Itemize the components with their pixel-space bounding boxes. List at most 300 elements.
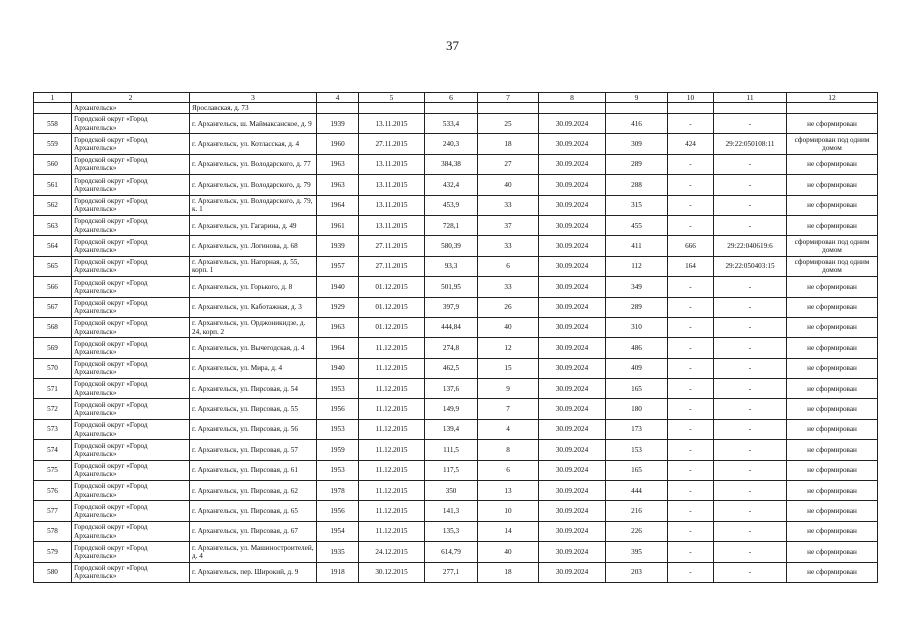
cell-col9: 173 bbox=[606, 419, 668, 439]
cell-number: 578 bbox=[34, 521, 72, 541]
cell-date: 11.12.2015 bbox=[359, 379, 425, 399]
cell-owner: Городской округ «Город Архангельск» bbox=[72, 195, 190, 215]
cell-status: не сформирован bbox=[787, 542, 878, 562]
table-row bbox=[34, 338, 878, 358]
cell-date: 11.12.2015 bbox=[359, 460, 425, 480]
cell-date: 13.11.2015 bbox=[359, 154, 425, 174]
cell-cadastral-number: - bbox=[714, 419, 787, 439]
cell-status: не сформирован bbox=[787, 215, 878, 235]
table-row bbox=[34, 215, 878, 235]
table-row bbox=[34, 542, 878, 562]
cell-owner: Городской округ «Город Архангельск» bbox=[72, 562, 190, 582]
cell-number: 563 bbox=[34, 215, 72, 235]
cell-year: 1935 bbox=[317, 542, 359, 562]
cell-status: не сформирован bbox=[787, 460, 878, 480]
table-row bbox=[34, 460, 878, 480]
cell-residents: 4 bbox=[478, 419, 539, 439]
cell-residents: 40 bbox=[478, 542, 539, 562]
cell-number: 566 bbox=[34, 277, 72, 297]
cell-cadastral-number: - bbox=[714, 114, 787, 134]
cell-date: 27.11.2015 bbox=[359, 236, 425, 256]
cell-address: г. Архангельск, ул. Пирсовая, д. 61 bbox=[190, 460, 317, 480]
cell-year: 1956 bbox=[317, 399, 359, 419]
cell-status: не сформирован bbox=[787, 399, 878, 419]
cell-col10: - bbox=[668, 399, 714, 419]
cell-address: г. Архангельск, ул. Пирсовая, д. 55 bbox=[190, 399, 317, 419]
cell-residents: 27 bbox=[478, 154, 539, 174]
cell-date: 11.12.2015 bbox=[359, 481, 425, 501]
cell-deadline: 30.09.2024 bbox=[539, 521, 606, 541]
cell-cadastral-number: 29:22:040619:6 bbox=[714, 236, 787, 256]
cell-col10: - bbox=[668, 521, 714, 541]
cell-address: г. Архангельск, ул. Котласская, д. 4 bbox=[190, 134, 317, 154]
cell-cadastral-number: - bbox=[714, 175, 787, 195]
cell-status: не сформирован bbox=[787, 419, 878, 439]
cell-col10: - bbox=[668, 175, 714, 195]
cell-number: 565 bbox=[34, 256, 72, 276]
cell-area: 350 bbox=[425, 481, 478, 501]
cell-owner: Городской округ «Город Архангельск» bbox=[72, 256, 190, 276]
cell-address: г. Архангельск, ул. Мира, д. 4 bbox=[190, 358, 317, 378]
cell-deadline: 30.09.2024 bbox=[539, 297, 606, 317]
cell-residents: 8 bbox=[478, 440, 539, 460]
column-header: 6 bbox=[425, 93, 478, 103]
cell-cadastral-number: 29:22:050108:11 bbox=[714, 134, 787, 154]
cell-owner: Городской округ «Город Архангельск» bbox=[72, 317, 190, 337]
cell-col10: - bbox=[668, 501, 714, 521]
cell-status: не сформирован bbox=[787, 297, 878, 317]
cell-residents: 33 bbox=[478, 236, 539, 256]
cell-owner: Городской округ «Город Архангельск» bbox=[72, 114, 190, 134]
cell-col10: - bbox=[668, 338, 714, 358]
cell-owner: Городской округ «Город Архангельск» bbox=[72, 399, 190, 419]
cell-year: 1954 bbox=[317, 521, 359, 541]
cell-col9: 165 bbox=[606, 460, 668, 480]
table-row bbox=[34, 440, 878, 460]
table-row bbox=[34, 562, 878, 582]
cell-col10: - bbox=[668, 460, 714, 480]
cell-owner: Городской округ «Город Архангельск» bbox=[72, 236, 190, 256]
cell-residents: 18 bbox=[478, 134, 539, 154]
cell-area: 117,5 bbox=[425, 460, 478, 480]
cell-col9: 180 bbox=[606, 399, 668, 419]
cell-year: 1939 bbox=[317, 114, 359, 134]
cell-owner: Городской округ «Город Архангельск» bbox=[72, 419, 190, 439]
table-row bbox=[34, 317, 878, 337]
cell-area: 274,8 bbox=[425, 338, 478, 358]
cell-residents: 14 bbox=[478, 521, 539, 541]
cell-col9: 315 bbox=[606, 195, 668, 215]
cell-col9: 288 bbox=[606, 175, 668, 195]
cell-cadastral-number: - bbox=[714, 195, 787, 215]
cell-residents: 33 bbox=[478, 277, 539, 297]
cell-deadline: 30.09.2024 bbox=[539, 542, 606, 562]
cell-date: 27.11.2015 bbox=[359, 256, 425, 276]
cell-year: 1959 bbox=[317, 440, 359, 460]
cell-col9: 203 bbox=[606, 562, 668, 582]
cell-cadastral-number: - bbox=[714, 277, 787, 297]
cell-deadline: 30.09.2024 bbox=[539, 501, 606, 521]
continuation-row bbox=[34, 103, 878, 114]
cell-number: 561 bbox=[34, 175, 72, 195]
table-row bbox=[34, 521, 878, 541]
cell-date: 11.12.2015 bbox=[359, 521, 425, 541]
cell-address: г. Архангельск, ул. Пирсовая, д. 57 bbox=[190, 440, 317, 460]
cell-owner: Городской округ «Город Архангельск» bbox=[72, 501, 190, 521]
cell-cadastral-number: - bbox=[714, 297, 787, 317]
cell-year: 1964 bbox=[317, 195, 359, 215]
cell-owner: Городской округ «Город Архангельск» bbox=[72, 215, 190, 235]
cell-residents: 6 bbox=[478, 460, 539, 480]
cell-col9: 216 bbox=[606, 501, 668, 521]
cell-number: 580 bbox=[34, 562, 72, 582]
cell-address: г. Архангельск, ул. Володарского, д. 79, к. 1 bbox=[190, 195, 317, 215]
cell-area: 141,3 bbox=[425, 501, 478, 521]
cell-col10: - bbox=[668, 114, 714, 134]
cell-date: 01.12.2015 bbox=[359, 317, 425, 337]
cell-status: не сформирован bbox=[787, 317, 878, 337]
cell-col9: 153 bbox=[606, 440, 668, 460]
cell-col9: 395 bbox=[606, 542, 668, 562]
cell-deadline: 30.09.2024 bbox=[539, 175, 606, 195]
cell-number: 569 bbox=[34, 338, 72, 358]
cell-deadline: 30.09.2024 bbox=[539, 358, 606, 378]
cell-col10: - bbox=[668, 215, 714, 235]
cell-deadline: 30.09.2024 bbox=[539, 236, 606, 256]
cell-address: г. Архангельск, ул. Гагарина, д. 49 bbox=[190, 215, 317, 235]
cell-cadastral-number: - bbox=[714, 521, 787, 541]
cell-empty bbox=[668, 103, 714, 114]
cell-cadastral-number: - bbox=[714, 562, 787, 582]
cell-date: 11.12.2015 bbox=[359, 399, 425, 419]
cell-empty bbox=[787, 103, 878, 114]
cell-col9: 416 bbox=[606, 114, 668, 134]
cell-deadline: 30.09.2024 bbox=[539, 399, 606, 419]
table-row bbox=[34, 175, 878, 195]
cell-cadastral-number: - bbox=[714, 501, 787, 521]
cell-address: г. Архангельск, ул. Пирсовая, д. 56 bbox=[190, 419, 317, 439]
cell-address: г. Архангельск, ул. Логинова, д. 68 bbox=[190, 236, 317, 256]
cell-cadastral-number: - bbox=[714, 481, 787, 501]
cell-address: г. Архангельск, ул. Орджоникидзе, д. 24, корп. 2 bbox=[190, 317, 317, 337]
cell-area: 137,6 bbox=[425, 379, 478, 399]
cell-owner: Городской округ «Город Архангельск» bbox=[72, 358, 190, 378]
cell-area: 432,4 bbox=[425, 175, 478, 195]
cell-empty bbox=[714, 103, 787, 114]
cell-deadline: 30.09.2024 bbox=[539, 114, 606, 134]
cell-cadastral-number: - bbox=[714, 440, 787, 460]
cell-col10: - bbox=[668, 277, 714, 297]
cell-date: 27.11.2015 bbox=[359, 134, 425, 154]
cell-owner: Городской округ «Город Архангельск» bbox=[72, 297, 190, 317]
cell-empty bbox=[478, 103, 539, 114]
cell-col9: 444 bbox=[606, 481, 668, 501]
cell-empty bbox=[606, 103, 668, 114]
column-header: 12 bbox=[787, 93, 878, 103]
cell-owner: Городской округ «Город Архангельск» bbox=[72, 134, 190, 154]
column-header: 8 bbox=[539, 93, 606, 103]
cell-cadastral-number: - bbox=[714, 379, 787, 399]
cell-date: 13.11.2015 bbox=[359, 175, 425, 195]
cell-cadastral-number: - bbox=[714, 154, 787, 174]
cell-status: не сформирован bbox=[787, 154, 878, 174]
cell-year: 1964 bbox=[317, 338, 359, 358]
column-header: 5 bbox=[359, 93, 425, 103]
cell-status: не сформирован bbox=[787, 481, 878, 501]
cell-status: не сформирован bbox=[787, 562, 878, 582]
cell-col9: 112 bbox=[606, 256, 668, 276]
cell-cadastral-number: - bbox=[714, 460, 787, 480]
cell-residents: 6 bbox=[478, 256, 539, 276]
cell-date: 01.12.2015 bbox=[359, 277, 425, 297]
cell-address: г. Архангельск, пер. Широкий, д. 9 bbox=[190, 562, 317, 582]
cell-col9: 349 bbox=[606, 277, 668, 297]
cell-owner: Городской округ «Город Архангельск» bbox=[72, 277, 190, 297]
cell-address: г. Архангельск, ул. Пирсовая, д. 67 bbox=[190, 521, 317, 541]
cell-year: 1963 bbox=[317, 317, 359, 337]
cell-number bbox=[34, 103, 72, 114]
cell-col9: 165 bbox=[606, 379, 668, 399]
cell-address: г. Архангельск, ул. Пирсовая, д. 54 bbox=[190, 379, 317, 399]
cell-address: г. Архангельск, ул. Пирсовая, д. 62 bbox=[190, 481, 317, 501]
table-row bbox=[34, 481, 878, 501]
cell-date: 11.12.2015 bbox=[359, 419, 425, 439]
cell-year: 1939 bbox=[317, 236, 359, 256]
cell-address: г. Архангельск, ул. Машиностроителей, д. 4 bbox=[190, 542, 317, 562]
cell-col10: - bbox=[668, 358, 714, 378]
table-row bbox=[34, 114, 878, 134]
cell-date: 13.11.2015 bbox=[359, 215, 425, 235]
cell-cadastral-number: - bbox=[714, 358, 787, 378]
cell-deadline: 30.09.2024 bbox=[539, 562, 606, 582]
cell-residents: 7 bbox=[478, 399, 539, 419]
cell-owner: Архангельск» bbox=[72, 103, 190, 114]
cell-address: Ярославская, д. 73 bbox=[190, 103, 317, 114]
cell-deadline: 30.09.2024 bbox=[539, 379, 606, 399]
cell-deadline: 30.09.2024 bbox=[539, 338, 606, 358]
table-row bbox=[34, 195, 878, 215]
table-row bbox=[34, 501, 878, 521]
cell-date: 11.12.2015 bbox=[359, 338, 425, 358]
housing-registry-table bbox=[33, 92, 878, 583]
cell-residents: 13 bbox=[478, 481, 539, 501]
cell-date: 13.11.2015 bbox=[359, 114, 425, 134]
cell-col9: 486 bbox=[606, 338, 668, 358]
cell-number: 573 bbox=[34, 419, 72, 439]
cell-col9: 226 bbox=[606, 521, 668, 541]
cell-number: 575 bbox=[34, 460, 72, 480]
cell-area: 111,5 bbox=[425, 440, 478, 460]
cell-date: 11.12.2015 bbox=[359, 440, 425, 460]
cell-address: г. Архангельск, ул. Горького, д. 8 bbox=[190, 277, 317, 297]
cell-empty bbox=[359, 103, 425, 114]
cell-number: 558 bbox=[34, 114, 72, 134]
cell-area: 501,95 bbox=[425, 277, 478, 297]
cell-residents: 15 bbox=[478, 358, 539, 378]
cell-col10: - bbox=[668, 562, 714, 582]
cell-number: 572 bbox=[34, 399, 72, 419]
cell-status: не сформирован bbox=[787, 358, 878, 378]
cell-address: г. Архангельск, ул. Пирсовая, д. 65 bbox=[190, 501, 317, 521]
cell-year: 1961 bbox=[317, 215, 359, 235]
cell-cadastral-number: - bbox=[714, 338, 787, 358]
cell-deadline: 30.09.2024 bbox=[539, 215, 606, 235]
cell-residents: 40 bbox=[478, 317, 539, 337]
cell-owner: Городской округ «Город Архангельск» bbox=[72, 338, 190, 358]
cell-col9: 289 bbox=[606, 297, 668, 317]
cell-col9: 310 bbox=[606, 317, 668, 337]
cell-status: не сформирован bbox=[787, 338, 878, 358]
cell-cadastral-number: - bbox=[714, 215, 787, 235]
cell-col10: - bbox=[668, 542, 714, 562]
cell-status: сформирован под одним домом bbox=[787, 236, 878, 256]
cell-empty bbox=[539, 103, 606, 114]
cell-residents: 25 bbox=[478, 114, 539, 134]
cell-residents: 18 bbox=[478, 562, 539, 582]
table-row bbox=[34, 154, 878, 174]
cell-col9: 455 bbox=[606, 215, 668, 235]
cell-owner: Городской округ «Город Архангельск» bbox=[72, 440, 190, 460]
header-row bbox=[34, 93, 878, 103]
cell-deadline: 30.09.2024 bbox=[539, 277, 606, 297]
cell-number: 559 bbox=[34, 134, 72, 154]
cell-owner: Городской округ «Город Архангельск» bbox=[72, 481, 190, 501]
cell-number: 564 bbox=[34, 236, 72, 256]
cell-year: 1963 bbox=[317, 175, 359, 195]
cell-deadline: 30.09.2024 bbox=[539, 440, 606, 460]
cell-status: не сформирован bbox=[787, 440, 878, 460]
cell-col10: - bbox=[668, 481, 714, 501]
cell-empty bbox=[317, 103, 359, 114]
cell-status: не сформирован bbox=[787, 501, 878, 521]
column-header: 1 bbox=[34, 93, 72, 103]
cell-year: 1940 bbox=[317, 358, 359, 378]
cell-date: 11.12.2015 bbox=[359, 358, 425, 378]
cell-area: 277,1 bbox=[425, 562, 478, 582]
cell-address: г. Архангельск, ш. Маймаксанское, д. 9 bbox=[190, 114, 317, 134]
cell-number: 571 bbox=[34, 379, 72, 399]
column-header: 11 bbox=[714, 93, 787, 103]
cell-date: 13.11.2015 bbox=[359, 195, 425, 215]
cell-col10: 164 bbox=[668, 256, 714, 276]
cell-residents: 40 bbox=[478, 175, 539, 195]
column-header: 9 bbox=[606, 93, 668, 103]
table-header bbox=[34, 93, 878, 103]
cell-area: 614,79 bbox=[425, 542, 478, 562]
cell-status: не сформирован bbox=[787, 379, 878, 399]
cell-area: 444,84 bbox=[425, 317, 478, 337]
cell-year: 1960 bbox=[317, 134, 359, 154]
cell-residents: 37 bbox=[478, 215, 539, 235]
cell-col10: - bbox=[668, 195, 714, 215]
table-row bbox=[34, 277, 878, 297]
cell-date: 11.12.2015 bbox=[359, 501, 425, 521]
cell-deadline: 30.09.2024 bbox=[539, 481, 606, 501]
column-header: 2 bbox=[72, 93, 190, 103]
cell-status: сформирован под одним домом bbox=[787, 256, 878, 276]
cell-residents: 10 bbox=[478, 501, 539, 521]
cell-status: не сформирован bbox=[787, 277, 878, 297]
cell-area: 384,38 bbox=[425, 154, 478, 174]
cell-year: 1956 bbox=[317, 501, 359, 521]
table-row bbox=[34, 297, 878, 317]
table-row bbox=[34, 379, 878, 399]
cell-residents: 9 bbox=[478, 379, 539, 399]
table-body bbox=[34, 103, 878, 583]
cell-residents: 12 bbox=[478, 338, 539, 358]
cell-area: 135,3 bbox=[425, 521, 478, 541]
cell-col9: 409 bbox=[606, 358, 668, 378]
cell-owner: Городской округ «Город Архангельск» bbox=[72, 154, 190, 174]
cell-year: 1940 bbox=[317, 277, 359, 297]
cell-owner: Городской округ «Город Архангельск» bbox=[72, 542, 190, 562]
cell-year: 1953 bbox=[317, 419, 359, 439]
cell-deadline: 30.09.2024 bbox=[539, 419, 606, 439]
cell-residents: 26 bbox=[478, 297, 539, 317]
column-header: 4 bbox=[317, 93, 359, 103]
cell-number: 570 bbox=[34, 358, 72, 378]
cell-date: 30.12.2015 bbox=[359, 562, 425, 582]
cell-status: сформирован под одним домом bbox=[787, 134, 878, 154]
cell-col9: 411 bbox=[606, 236, 668, 256]
cell-number: 577 bbox=[34, 501, 72, 521]
cell-address: г. Архангельск, ул. Вычегодская, д. 4 bbox=[190, 338, 317, 358]
cell-area: 580,39 bbox=[425, 236, 478, 256]
table-row bbox=[34, 256, 878, 276]
cell-address: г. Архангельск, ул. Володарского, д. 77 bbox=[190, 154, 317, 174]
cell-year: 1957 bbox=[317, 256, 359, 276]
cell-deadline: 30.09.2024 bbox=[539, 154, 606, 174]
cell-status: не сформирован bbox=[787, 114, 878, 134]
cell-cadastral-number: - bbox=[714, 317, 787, 337]
cell-col9: 309 bbox=[606, 134, 668, 154]
table-row bbox=[34, 236, 878, 256]
cell-status: не сформирован bbox=[787, 175, 878, 195]
cell-address: г. Архангельск, ул. Володарского, д. 79 bbox=[190, 175, 317, 195]
cell-area: 93,3 bbox=[425, 256, 478, 276]
cell-col10: - bbox=[668, 419, 714, 439]
cell-cadastral-number: - bbox=[714, 399, 787, 419]
cell-deadline: 30.09.2024 bbox=[539, 256, 606, 276]
cell-deadline: 30.09.2024 bbox=[539, 460, 606, 480]
table-row bbox=[34, 358, 878, 378]
cell-area: 728,1 bbox=[425, 215, 478, 235]
cell-owner: Городской округ «Город Архангельск» bbox=[72, 175, 190, 195]
cell-number: 568 bbox=[34, 317, 72, 337]
cell-owner: Городской округ «Город Архангельск» bbox=[72, 379, 190, 399]
cell-deadline: 30.09.2024 bbox=[539, 134, 606, 154]
cell-area: 397,9 bbox=[425, 297, 478, 317]
cell-residents: 33 bbox=[478, 195, 539, 215]
cell-year: 1953 bbox=[317, 379, 359, 399]
cell-col10: 666 bbox=[668, 236, 714, 256]
column-header: 3 bbox=[190, 93, 317, 103]
cell-owner: Городской округ «Город Архангельск» bbox=[72, 460, 190, 480]
cell-status: не сформирован bbox=[787, 195, 878, 215]
table-row bbox=[34, 419, 878, 439]
cell-year: 1978 bbox=[317, 481, 359, 501]
cell-year: 1918 bbox=[317, 562, 359, 582]
cell-date: 01.12.2015 bbox=[359, 297, 425, 317]
cell-col10: - bbox=[668, 297, 714, 317]
cell-col9: 289 bbox=[606, 154, 668, 174]
cell-year: 1953 bbox=[317, 460, 359, 480]
cell-number: 579 bbox=[34, 542, 72, 562]
cell-address: г. Архангельск, ул. Каботажная, д. 3 bbox=[190, 297, 317, 317]
cell-area: 533,4 bbox=[425, 114, 478, 134]
cell-area: 149,9 bbox=[425, 399, 478, 419]
cell-area: 240,3 bbox=[425, 134, 478, 154]
